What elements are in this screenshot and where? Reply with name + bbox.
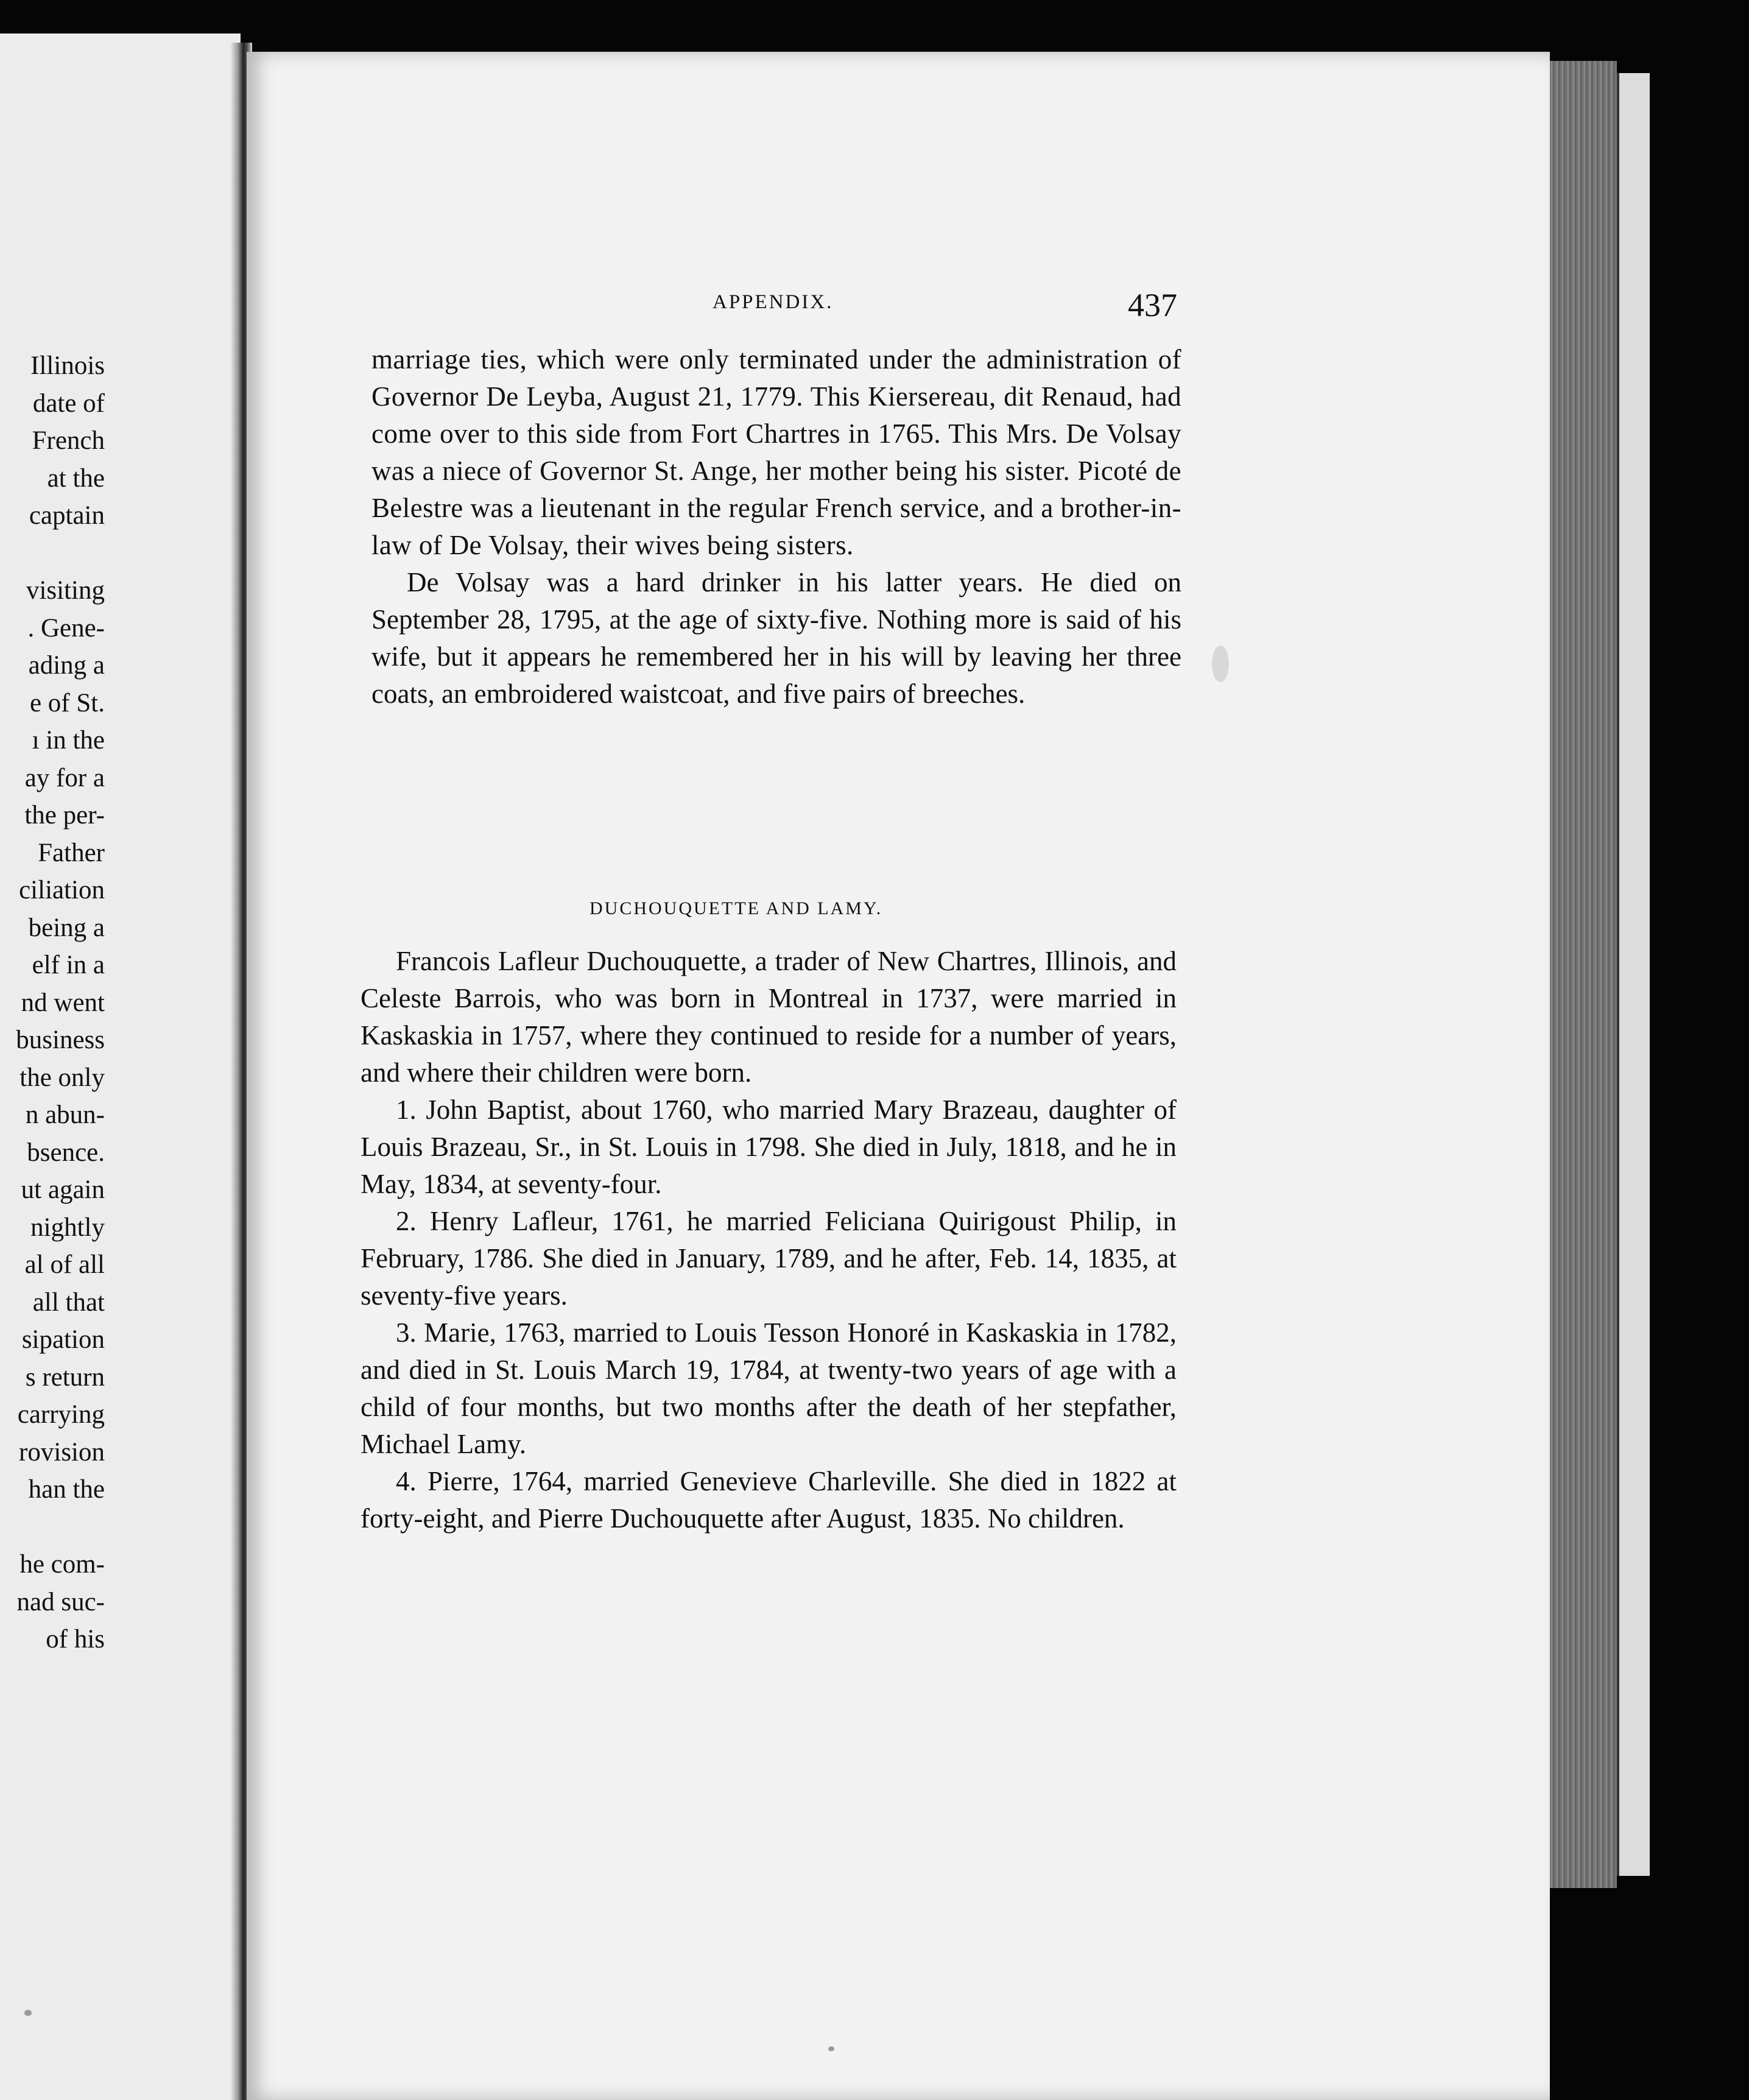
- outer-page-edge: [1617, 73, 1650, 1876]
- left-page-line: at the: [47, 463, 105, 493]
- left-page-line: nd went: [21, 988, 105, 1017]
- left-page-line: Illinois: [30, 351, 105, 380]
- list-item-4: 4. Pierre, 1764, married Genevieve Charleville. She died in 1822 at forty-eight, and Pierre Duchouquette after August, 1835. No children.: [361, 1466, 1177, 1534]
- left-page-line: [0, 1509, 105, 1546]
- list-item-3: 3. Marie, 1763, married to Louis Tesson Honoré in Kaskaskia in 1782, and died in St. Louis March 19, 1784, at twenty-two years of age with a child of four months, but two months after the death of her stepfather, Michael Lamy.: [361, 1317, 1177, 1459]
- left-page-line: ciliation: [19, 876, 105, 904]
- left-page-line: s return: [25, 1362, 105, 1392]
- paragraph-de-volsay: De Volsay was a hard drinker in his latter years. He died on September 28, 1795, at the age of sixty-five. Nothing more is said of his wife, but it appears he remembered her in his will by leaving her three coats, an embroidered waistcoat, and five pairs of breeches.: [371, 567, 1181, 709]
- left-page-line: being a: [28, 913, 105, 942]
- scan-artifact: [828, 2046, 834, 2051]
- left-page-line: . Gene-: [27, 613, 105, 643]
- top-text-block: [371, 341, 1181, 713]
- left-page-line: all that: [32, 1288, 105, 1317]
- left-page-line: of his: [46, 1625, 105, 1654]
- left-page-line: captain: [29, 501, 105, 530]
- left-page-line: e of St.: [29, 688, 105, 717]
- left-page-line: han the: [28, 1475, 105, 1504]
- left-page-line: visiting: [26, 576, 105, 605]
- left-page-line: ut again: [21, 1175, 105, 1204]
- paragraph-continued: marriage ties, which were only terminated under the administration of Governor De Leyba, August 21, 1779. This Kiersereau, dit Renaud, had come over to this side from Fort Chartres in 1765. This Mrs. De Volsay was a niece of Governor St. Ange, her mother being his sister. Picoté de Belestre was a lieutenant in the regular French service, and a brother-in-law of De Volsay, their wives being sisters.: [371, 344, 1181, 560]
- left-page-line: al of all: [24, 1250, 105, 1279]
- left-page-line: nad suc-: [16, 1587, 105, 1616]
- left-page-text-column: [0, 347, 105, 1658]
- left-page-line: the only: [19, 1063, 105, 1092]
- left-page-line: ay for a: [24, 763, 105, 792]
- left-page-line: bsence.: [27, 1138, 105, 1167]
- scan-artifact: [1212, 646, 1229, 682]
- left-page-line: he com-: [19, 1550, 105, 1579]
- left-page-line: rovision: [19, 1437, 105, 1467]
- lower-text-block: [361, 943, 1177, 1537]
- paragraph-duchouquette: Francois Lafleur Duchouquette, a trader of New Chartres, Illinois, and Celeste Barrois, who was born in Montreal in 1737, were married in Kaskaskia in 1757, where they continued to reside for a number of years, and where their children were born.: [361, 946, 1177, 1088]
- left-page-line: the per-: [24, 801, 105, 830]
- page-edges: [1550, 61, 1617, 1888]
- section-heading: DUCHOUQUETTE AND LAMY.: [589, 898, 883, 918]
- left-page-line: n abun-: [25, 1101, 105, 1129]
- scan-artifact: [24, 2010, 32, 2016]
- running-head: APPENDIX.: [713, 291, 834, 313]
- left-page-line: business: [16, 1026, 105, 1054]
- left-page-line: French: [32, 426, 105, 455]
- left-page-line: sipation: [21, 1325, 105, 1354]
- left-page-line: nightly: [30, 1213, 105, 1242]
- left-page-line: date of: [32, 389, 105, 418]
- left-page-line: ading a: [28, 651, 105, 680]
- left-page-line: [0, 535, 105, 573]
- list-item-2: 2. Henry Lafleur, 1761, he married Feliciana Quirigoust Philip, in February, 1786. She died in January, 1789, and he after, Feb. 14, 1835, at seventy-five years.: [361, 1206, 1177, 1311]
- left-page-line: ı in the: [32, 726, 105, 755]
- list-item-1: 1. John Baptist, about 1760, who married Mary Brazeau, daughter of Louis Brazeau, Sr., in St. Louis in 1798. She died in July, 1818, and he in May, 1834, at seventy-four.: [361, 1094, 1177, 1199]
- left-page-line: elf in a: [32, 951, 105, 979]
- page-number: 437: [1128, 287, 1177, 323]
- left-page-line: carrying: [17, 1400, 105, 1429]
- left-page-line: Father: [38, 838, 105, 867]
